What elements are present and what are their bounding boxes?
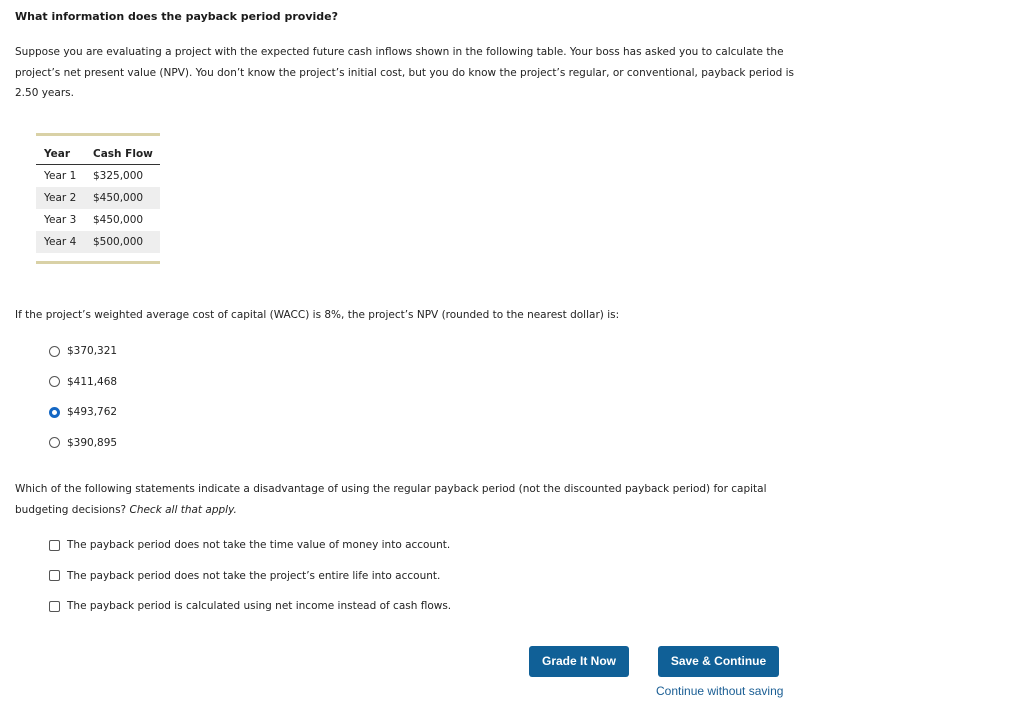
question-title: What information does the payback period provide? <box>15 10 339 23</box>
statement-label: The payback period does not take the time value of money into account. <box>67 539 451 552</box>
table-row <box>36 209 160 231</box>
npv-question: If the project’s weighted average cost of capital (WACC) is 8%, the project’s NPV (rounded to the nearest dollar) is: <box>15 309 620 321</box>
disadvantage-question-text: Which of the following statements indicate a disadvantage of using the regular payback period (not the discounted payback period) for capital budgeting decisions? <box>15 483 767 516</box>
table-cell-year: Year 2 <box>36 187 85 209</box>
radio-button[interactable] <box>49 346 60 357</box>
npv-option[interactable] <box>49 428 117 459</box>
table-row <box>36 165 160 187</box>
radio-button[interactable] <box>49 376 60 387</box>
npv-option[interactable] <box>49 336 117 367</box>
table-cell-cash-flow: $500,000 <box>85 231 160 253</box>
npv-option-label: $370,321 <box>67 345 118 358</box>
radio-button-selected[interactable] <box>49 407 60 418</box>
table-header-year: Year <box>36 135 85 165</box>
table-cell-cash-flow: $325,000 <box>93 170 144 182</box>
check-all-hint: Check all that apply. <box>129 503 237 516</box>
npv-option-label: $390,895 <box>67 436 118 449</box>
save-and-continue-button[interactable]: Save & Continue <box>658 646 779 677</box>
checkbox[interactable] <box>49 540 60 551</box>
npv-option[interactable] <box>49 367 117 398</box>
table-row <box>36 231 160 253</box>
statement-label: The payback period is calculated using net income instead of cash flows. <box>67 600 452 613</box>
checkbox[interactable] <box>49 601 60 612</box>
table-row <box>36 187 160 209</box>
statement-label: The payback period does not take the project’s entire life into account. <box>67 569 441 582</box>
problem-intro: Suppose you are evaluating a project with the expected future cash inflows shown in the following table. Your boss has asked you to calculate the project’s net present value (NPV). You don’t know the project’s initial cost, but you do know the project’s regular, or conventional, payback period is 2.50 years. <box>15 46 795 99</box>
table-cell-cash-flow: $450,000 <box>93 214 144 226</box>
npv-option-label: $411,468 <box>67 375 118 388</box>
statement-option[interactable] <box>49 530 451 561</box>
radio-button[interactable] <box>49 437 60 448</box>
npv-options-group <box>49 336 117 458</box>
continue-without-saving-link[interactable]: Continue without saving <box>656 684 784 698</box>
table-cell-cash-flow: $450,000 <box>85 187 160 209</box>
table-cell-year: Year 3 <box>44 214 77 226</box>
statement-option[interactable] <box>49 591 451 622</box>
table-header-cash-flow: Cash Flow <box>85 135 160 165</box>
npv-option-label: $493,762 <box>67 406 118 419</box>
cash-flow-table <box>36 133 160 264</box>
statements-group <box>49 530 451 622</box>
table-cell-year: Year 4 <box>36 231 85 253</box>
checkbox[interactable] <box>49 570 60 581</box>
disadvantage-question <box>15 479 795 520</box>
statement-option[interactable] <box>49 561 451 592</box>
table-cell-year: Year 1 <box>44 170 77 182</box>
npv-option-selected[interactable] <box>49 397 117 428</box>
grade-it-now-button[interactable]: Grade It Now <box>529 646 629 677</box>
